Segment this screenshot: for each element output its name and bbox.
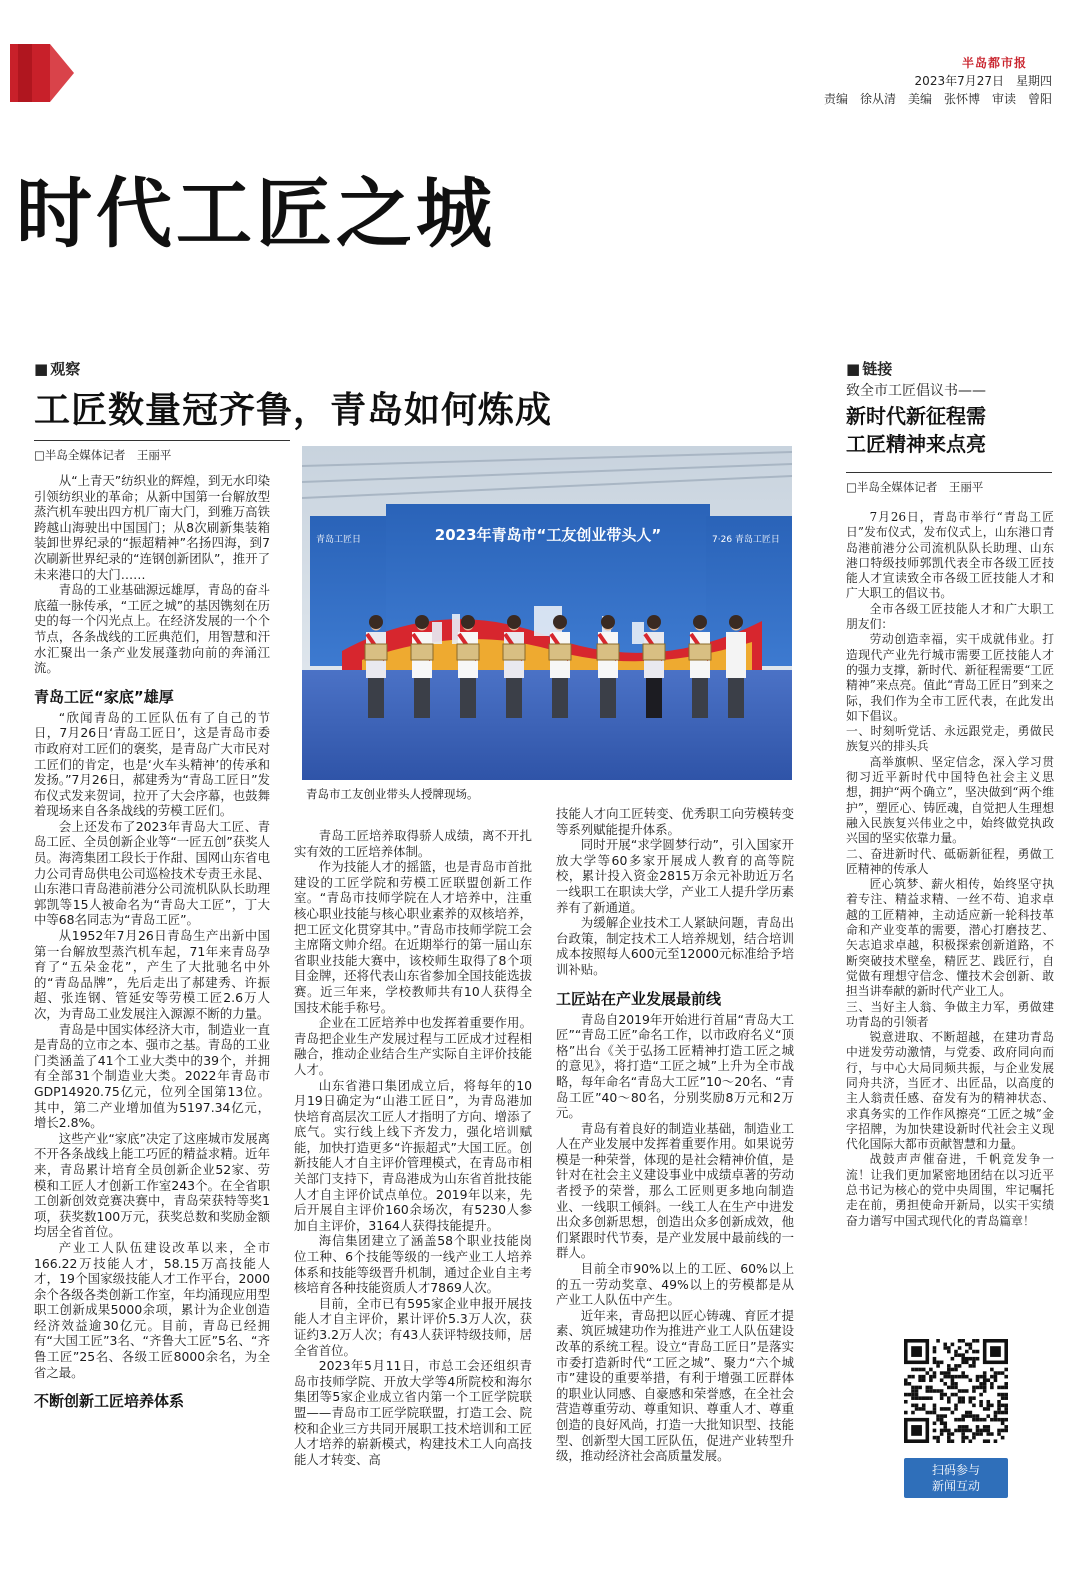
section-subhead: 青岛工匠“家底”雄厚: [34, 687, 174, 706]
photo-caption: 青岛市工友创业带头人授牌现场。: [306, 787, 479, 801]
article-paragraph: 青岛工匠培养取得骄人成绩，离不开扎实有效的工匠培养体制。: [294, 828, 532, 859]
article-paragraph: 企业在工匠培养中也发挥着重要作用。青岛把企业生产发展过程与工匠成才过程相融合，推动企业结合生产实际自主评价技能人才。: [294, 1015, 532, 1077]
main-headline: 工匠数量冠齐鲁，青岛如何炼成: [34, 390, 553, 431]
ceremony-photo-illustration: [302, 446, 792, 780]
article-paragraph: 这些产业“家底”决定了这座城市发展离不开各条战线上能工巧匠的精益求精。近年来，青岛累计培育全员创新企业52家、劳模和工匠人才创新工作室243个。在全省职工创新创效竞赛决赛中，青岛荣获特等奖1项，获奖数100万元，获奖总数和奖励金额均居全省首位。: [34, 1130, 270, 1240]
article-paragraph: 青岛是中国实体经济大市，制造业一直是青岛的立市之本、强市之基。青岛的工业门类涵盖了41个工业大类中的39个，并拥有全部31个制造业大类。2022年青岛市GDP14920.75亿元，位列全国第13位。其中，第二产业增加值为5197.34亿元，增长2.8%。: [34, 1021, 270, 1131]
article-paragraph: 青岛有着良好的制造业基础，制造业工人在产业发展中发挥着重要作用。如果说劳模是一种荣誉，体现的是社会精神价值，是针对在社会主义建设事业中成绩卓著的劳动者授予的荣誉，那么工匠则更多地向制造业、一线职工倾斜。一线工人在生产中进发出众多创新思想，创造出众多创新成效，他们紧跟时代节奏，是产业发展中最前线的一群人。: [556, 1120, 794, 1261]
sidebar-paragraph: 高举旗帜、坚定信念，深入学习贯彻习近平新时代中国特色社会主义思想，拥护“两个确立”，坚决做到“两个维护”，塑匠心、铸匠魂，自觉把人生理想融入民族复兴伟业之中，始终做党执政兴国的坚实依靠力量。: [846, 754, 1054, 846]
sidebar-paragraph: 匠心筑梦、薪火相传，始终坚守执着专注、精益求精、一丝不苟、追求卓越的工匠精神，主动适应新一轮科技革命和产业变革的需要，潜心打磨技艺、矢志追求卓越，积极探索创新道路，不断突破技术壁垒，精匠艺、践匠行，自觉做有理想守信念、懂技术会创新、敢担当讲奉献的新时代产业工人。: [846, 877, 1054, 999]
article-paragraph: 山东省港口集团成立后，将每年的10月19日确定为“山港工匠日”，为青岛港加快培育高层次工匠人才指明了方向、增添了底气。实行线上线下齐发力，强化培训赋能，加快打造更多“许振超式”大国工匠。创新技能人才自主评价管理模式，在青岛市相关部门支持下，青岛港成为山东省首批技能人才自主评价试点单位。2019年以来，先后开展自主评价160余场次，有5230人参加自主评价，3164人获得技能提升。: [294, 1077, 532, 1233]
section-subhead: 工匠站在产业发展最前线: [556, 989, 722, 1008]
ceremony-photo: [302, 446, 792, 780]
sidebar-body: [846, 510, 1054, 1229]
article-paragraph: 从1952年7月26日青岛生产出新中国第一台解放型蒸汽机车起，71年来青岛孕育了“五朵金花”，产生了大批驰名中外的“青岛品牌”，先后走出了郝建秀、许振超、张连钢、管延安等劳模工匠2.6万人次，为青岛工业发展注入源源不断的力量。: [34, 928, 270, 1021]
proposal-heading: 一、时刻听党话、永远跟党走，勇做民族复兴的排头兵: [846, 724, 1054, 754]
sidebar-intro: 致全市工匠倡议书——: [846, 383, 986, 399]
qr-code-icon[interactable]: [904, 1339, 1008, 1443]
article-paragraph: 为缓解企业技术工人紧缺问题，青岛出台政策，制定技术工人培养规划，结合培训成本按照每人600元至12000元标准给予培训补贴。: [556, 915, 794, 977]
article-paragraph: 海信集团建立了涵盖58个职业技能岗位工种、6个技能等级的一线产业工人培养体系和技能等级晋升机制，通过企业自主考核培育各种技能资质人才7869人次。: [294, 1233, 532, 1296]
page-title: 时代工匠之城: [16, 169, 496, 258]
scan-to-interact-button[interactable]: 扫码参与 新闻互动: [904, 1458, 1008, 1498]
article-paragraph: 同时开展“求学圆梦行动”，引入国家开放大学等60多家开展成人教育的高等院校，累计投入资金2815万余元补助近万名一线职工在职读大学，产业工人提升学历素养有了新通道。: [556, 837, 794, 915]
sidebar-kicker: ■ 链接: [846, 358, 892, 379]
sidebar-headline-line-1: 新时代新征程需: [846, 404, 986, 428]
article-paragraph: 会上还发布了2023年青岛大工匠、青岛工匠、全员创新企业等“一匠五创”获奖人员。海湾集团工段长于作甜、国网山东省电力公司青岛供电公司巡检技术专责王永昆、山东港口青岛港前港分公司流机队队长助理郭凯等15人被命名为“青岛大工匠”，丁大中等68名同志为“青岛工匠”。: [34, 818, 270, 928]
sidebar-headline-line-2: 工匠精神来点亮: [846, 432, 986, 456]
sidebar-paragraph: 锐意进取、不断超越，在建功青岛中迸发劳动激情，与党委、政府同向而行，与中心大局同频共振，与企业发展同舟共济，当匠才、出匠品，以高度的主人翁责任感、奋发有为的精神状态、求真务实的工作作风擦亮“工匠之城”金字招牌，为加快建设新时代社会主义现代化国际大都市贡献智慧和力量。: [846, 1030, 1054, 1152]
article-paragraph: 产业工人队伍建设改革以来，全市166.22万技能人才，58.15万高技能人才，19个国家级技能人才工作平台，2000余个各级各类创新工作室，年均涌现应用型职工创新成果5000余项，累计为企业创造经济效益逾30亿元。目前，青岛已经拥有“大国工匠”3名、“齐鲁大工匠”5名、“齐鲁工匠”25名、各级工匠8000余名，为全省之最。: [34, 1239, 270, 1380]
article-paragraph: 从“上青天”纺织业的辉煌，到无水印染引领纺织业的革命；从新中国第一台解放型蒸汽机车驶出四方机厂南大门，到雅万高铁跨越山海驶出中国国门；从8次刷新集装箱装卸世界纪录的“振超精神”名扬四海，到7次刷新世界纪录的“连钢创新团队”，推开了未来港口的大门……: [34, 473, 270, 582]
article-paragraph: 目前，全市已有595家企业申报开展技能人才自主评价，累计评价5.3万人次，获证约3.2万人次；有43人获评特级技师，居全省首位。: [294, 1295, 532, 1358]
article-paragraph: “欣闻青岛的工匠队伍有了自己的节日，7月26日‘青岛工匠日’，这是青岛市委市政府对工匠们的褒奖，是青岛广大市民对工匠们的肯定，也是‘火车头精神’的传承和发扬。”7月26日，郝建秀为“青岛工匠日”发布仪式发来贺词，拉开了大会序幕，也鼓舞着现场来自各条战线的劳模工匠们。: [34, 709, 270, 819]
sidebar-paragraph: 战鼓声声催奋进，千帆竞发争一流！让我们更加紧密地团结在以习近平总书记为核心的党中央周围，牢记嘱托走在前，勇担使命开新局，以实干实绩奋力谱写中国式现代化的青岛篇章！: [846, 1152, 1054, 1228]
editor-credits: 责编 徐从清 美编 张怀博 审读 曾阳: [823, 92, 1052, 106]
sidebar-paragraph: 劳动创造幸福，实干成就伟业。打造现代产业先行城市需要工匠技能人才的强力支撑，新时代、新征程需要“工匠精神”来点亮。值此“青岛工匠日”到来之际，我们作为全市工匠代表，在此发出如下倡议。: [846, 632, 1054, 723]
sidebar-paragraph: 7月26日，青岛市举行“青岛工匠日”发布仪式，发布仪式上，山东港口青岛港前港分公司流机队队长助理、山东港口特级技师郭凯代表全市各级工匠技能人才宣读致全市各级工匠技能人才和广大职工的倡议书。: [846, 510, 1054, 601]
byline-rule: [34, 440, 290, 441]
sidebar-byline-rule: [846, 472, 1052, 473]
newspaper-logo: 半岛都市报: [962, 56, 1028, 70]
article-paragraph: 目前全市90%以上的工匠、60%以上的五一劳动奖章、49%以上的劳模都是从产业工人队伍中产生。: [556, 1261, 794, 1308]
issue-date: 2023年7月27日 星期四: [914, 74, 1052, 88]
left-screen-text: 青岛工匠日: [316, 535, 362, 545]
main-kicker: ■ 观察: [34, 358, 80, 379]
proposal-heading: 三、当好主人翁、争做主力军，勇做建功青岛的引领者: [846, 999, 1054, 1029]
article-column-2: [294, 828, 532, 1467]
article-paragraph: 技能人才向工匠转变、优秀职工向劳模转变等系列赋能提升体系。: [556, 806, 794, 837]
article-paragraph: 作为技能人才的摇篮，也是青岛市首批建设的工匠学院和劳模工匠联盟创新工作室。“青岛市技师学院在人才培养中，注重核心职业技能与核心职业素养的双核培养，把工匠文化贯穿其中。”青岛市技师学院工会主席隋文帅介绍。在近期举行的第一届山东省职业技能大赛中，该校师生取得了8个项目金牌，还将代表山东省参加全国技能选拔赛。近三年来，学校教师共有10人获得全国技术能手称号。: [294, 859, 532, 1015]
corner-arrow-mark: [10, 44, 74, 102]
sidebar-headline: [846, 402, 986, 458]
section-subhead: 不断创新工匠培养体系: [34, 1392, 185, 1411]
stage-banner-text: 2023年青岛市“工友创业带头人”: [434, 526, 662, 544]
article-column-3: [556, 806, 794, 1464]
article-paragraph: 青岛的工业基础源远雄厚，青岛的奋斗底蕴一脉传承，“工匠之城”的基因镌刻在历史的每一个闪光点上。在经济发展的一个个节点，各条战线的工匠典范们，用智慧和汗水汇聚出一条产业发展蓬勃向前的奔涌江流。: [34, 582, 270, 676]
main-byline: □半岛全媒体记者 王丽平: [34, 448, 172, 462]
sidebar-byline: □半岛全媒体记者 王丽平: [846, 480, 984, 494]
sidebar-paragraph: 全市各级工匠技能人才和广大职工朋友们：: [846, 601, 1054, 632]
proposal-heading: 二、奋进新时代、砥砺新征程，勇做工匠精神的传承人: [846, 846, 1054, 876]
article-paragraph: 2023年5月11日，市总工会还组织青岛市技师学院、开放大学等4所院校和海尔集团等5家企业成立省内第一个工匠学院联盟——青岛市工匠学院联盟，打造工会、院校和企业三方共同开展职工技术培训和工匠人才培养的崭新模式，构建技术工人向高技能人才转变、高: [294, 1358, 532, 1467]
article-paragraph: 近年来，青岛把以匠心铸魂、育匠才提素、筑匠城建功作为推进产业工人队伍建设改革的系统工程。设立“青岛工匠日”是落实市委打造新时代“工匠之城”、聚力“六个城市”建设的重要举措，有利于增强工匠群体的职业认同感、自豪感和荣誉感，在全社会营造尊重劳动、尊重知识、尊重人才、尊重创造的良好风尚，打造一大批知识型、技能型、创新型大国工匠队伍，促进产业转型升级，推动经济社会高质量发展。: [556, 1307, 794, 1464]
article-paragraph: 青岛自2019年开始进行首届“青岛大工匠”“青岛工匠”命名工作，以市政府名义“顶格”出台《关于弘扬工匠精神打造工匠之城的意见》，将打造“工匠之城”上升为全市战略，每年命名“青岛大工匠”10～20名、“青岛工匠”40～80名，分别奖励8万元和2万元。: [556, 1011, 794, 1121]
article-column-1: [34, 473, 270, 1414]
right-screen-text: 7·26 青岛工匠日: [712, 535, 780, 545]
